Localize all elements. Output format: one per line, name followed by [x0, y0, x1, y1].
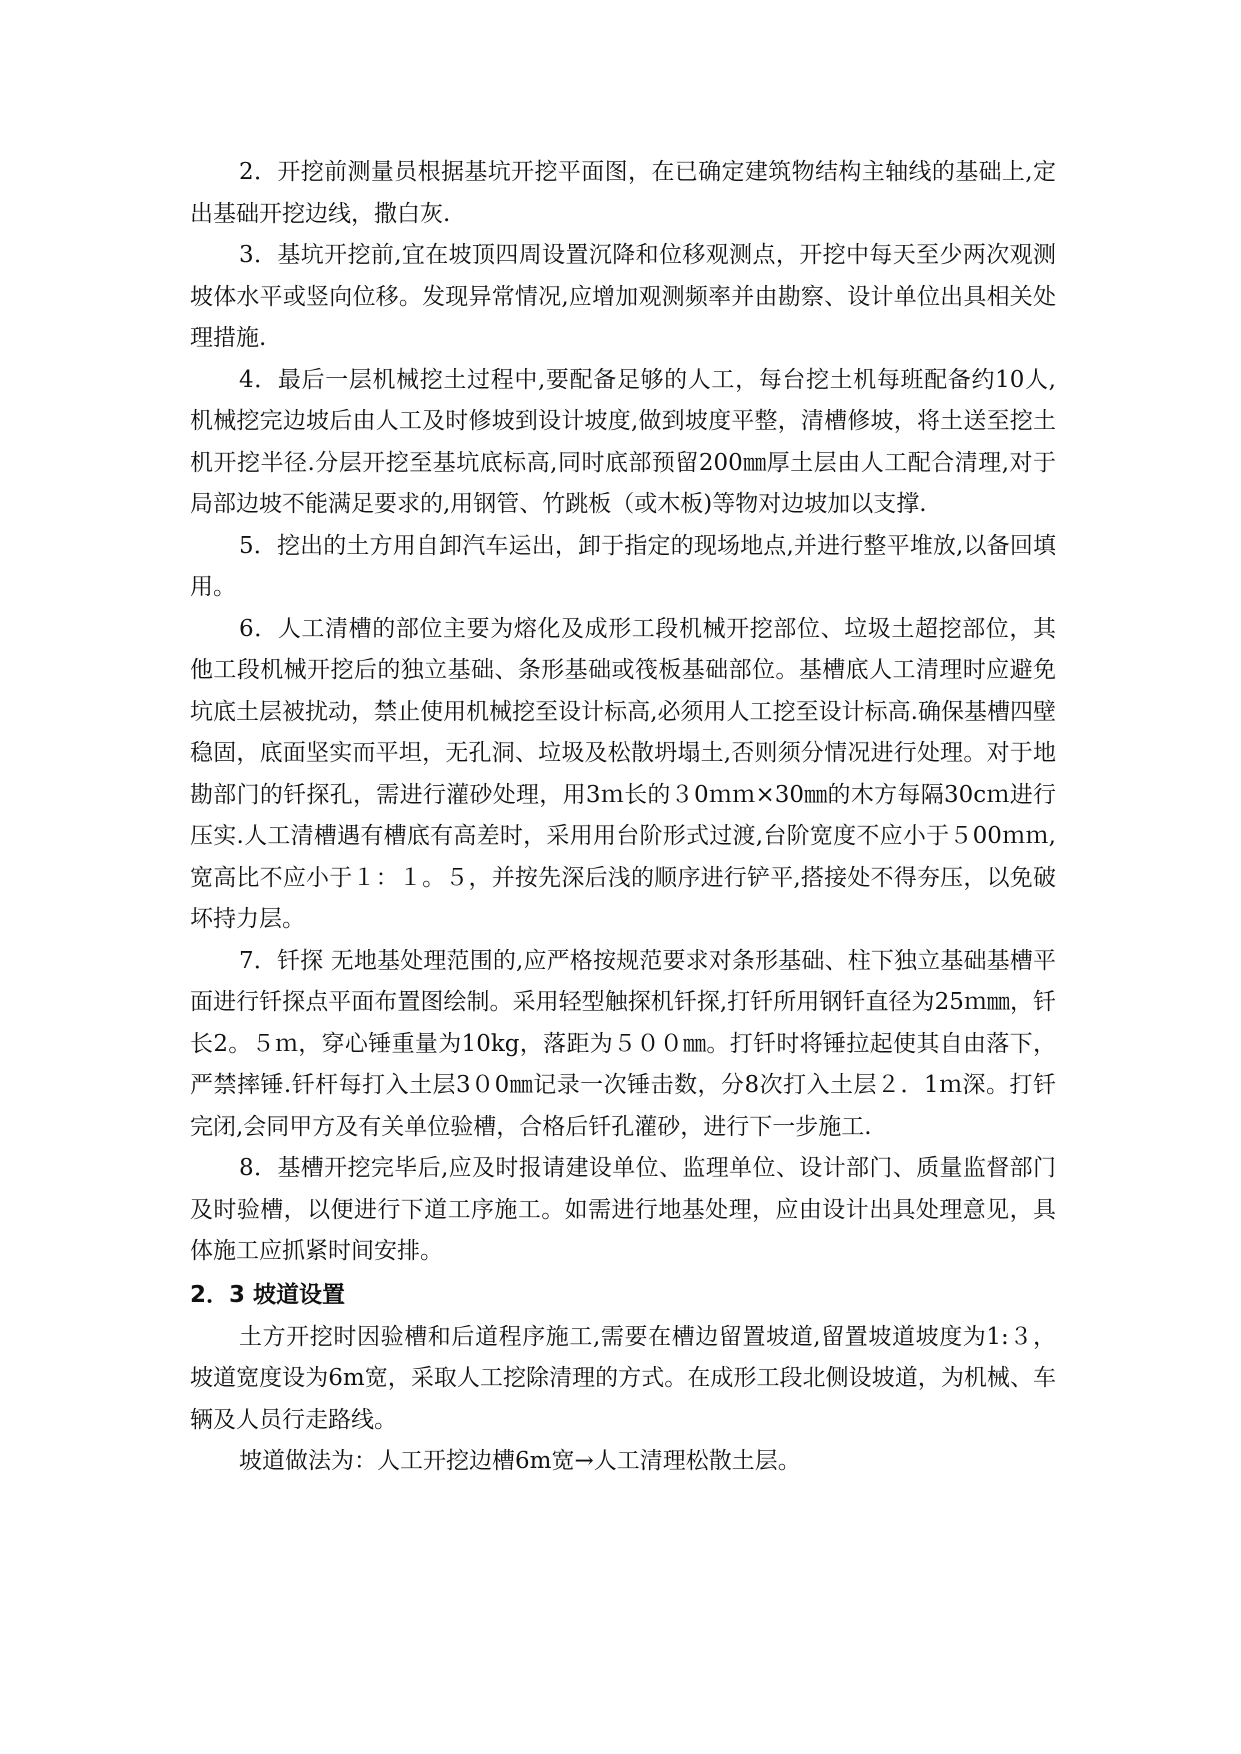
paragraph-step-6: 6．人工清槽的部位主要为熔化及成形工段机械开挖部位、垃圾土超挖部位，其他工段机械开挖后的独立基础、条形基础或筏板基础部位。基槽底人工清理时应避免坑底土层被扰动，禁止使用机械挖至设计标高,必须用人工挖至设计标高.确保基槽四壁稳固，底面坚实而平坦，无孔洞、垃圾及松散坍塌土,否则须分情况进行处理。对于地勘部门的钎探孔，需进行灌砂处理，用3ｍ长的３0ｍｍ×30㎜的木方每隔30cｍ进行压实.人工清槽遇有槽底有高差时，采用用台阶形式过渡,台阶宽度不应小于５00ｍｍ,宽高比不应小于１：１。５，并按先深后浅的顺序进行铲平,搭接处不得夯压，以免破坏持力层。: [190, 615, 1056, 932]
section-heading: 2．3 坡道设置: [190, 1281, 346, 1308]
paragraph-ramp-method: 坡道做法为：人工开挖边槽6m宽→人工清理松散土层。: [239, 1448, 801, 1474]
paragraph-step-3: 3．基坑开挖前,宜在坡顶四周设置沉降和位移观测点，开挖中每天至少两次观测坡体水平或竖向位移。发现异常情况,应增加观测频率并由勘察、设计单位出具相关处理措施.: [190, 242, 1056, 351]
paragraph-step-7: 7．钎探 无地基处理范围的,应严格按规范要求对条形基础、柱下独立基础基槽平面进行钎探点平面布置图绘制。采用轻型触探机钎探,打钎所用钢钎直径为25ｍ㎜，钎长2。５ｍ，穿心锤重量为10kg，落距为５００㎜。打钎时将锤拉起使其自由落下，严禁摔锤.钎杆每打入土层3０0㎜记录一次锤击数，分8次打入土层２．1ｍ深。打钎完闭,会同甲方及有关单位验槽，合格后钎孔灌砂，进行下一步施工.: [190, 947, 1056, 1140]
page-content: [190, 152, 1056, 1483]
paragraph-ramp-description: 土方开挖时因验槽和后道程序施工,需要在槽边留置坡道,留置坡道坡度为1:３，坡道宽度设为6m宽，采取人工挖除清理的方式。在成形工段北侧设坡道，为机械、车辆及人员行走路线。: [190, 1323, 1056, 1433]
paragraph-step-4: 4．最后一层机械挖土过程中,要配备足够的人工，每台挖土机每班配备约10人,机械挖完边坡后由人工及时修坡到设计坡度,做到坡度平整，清槽修坡，将土送至挖土机开挖半径.分层开挖至基坑底标高,同时底部预留200㎜厚土层由人工配合清理,对于局部边坡不能满足要求的,用钢管、竹跳板（或木板)等物对边坡加以支撑.: [190, 366, 1056, 517]
paragraph-step-5: 5．挖出的土方用自卸汽车运出，卸于指定的现场地点,并进行整平堆放,以备回填用。: [190, 532, 1056, 600]
paragraph-step-8: 8．基槽开挖完毕后,应及时报请建设单位、监理单位、设计部门、质量监督部门及时验槽，以便进行下道工序施工。如需进行地基处理，应由设计出具处理意见，具体施工应抓紧时间安排。: [190, 1155, 1056, 1264]
paragraph-step-2: 2．开挖前测量员根据基坑开挖平面图，在已确定建筑物结构主轴线的基础上,定出基础开挖边线，撒白灰.: [190, 159, 1056, 227]
